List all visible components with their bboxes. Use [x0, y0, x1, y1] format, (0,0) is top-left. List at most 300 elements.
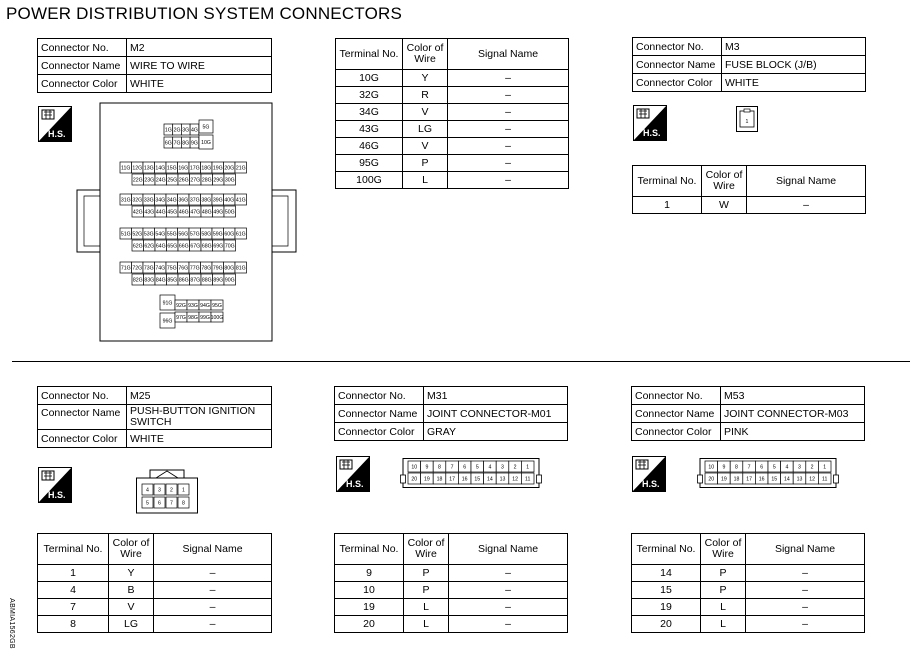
connector-pin [201, 228, 213, 239]
connector-pin [178, 497, 189, 508]
connector-m3-diagram [736, 106, 758, 132]
connector-pin [212, 194, 224, 205]
connector-pin [166, 162, 178, 173]
connector-pin [144, 274, 156, 285]
connector-info-m3 [632, 37, 866, 92]
pin-label: 62G [144, 243, 155, 250]
pin-label: 23G [144, 177, 155, 184]
connector-pin [178, 194, 190, 205]
connector-pin [167, 240, 179, 251]
terminal-table-m25 [37, 533, 272, 633]
wire-color-cell: P [701, 582, 746, 599]
connector-pin [212, 162, 224, 173]
connector-pin [201, 194, 213, 205]
pin-label: 18 [733, 476, 740, 483]
pin-label: 9 [425, 464, 429, 471]
connector-color: GRAY [424, 423, 568, 441]
pin-label: 10 [411, 464, 418, 471]
connector-pin [496, 461, 509, 472]
pin-label: 29G [213, 177, 224, 184]
pin-label: 42G [132, 209, 143, 216]
connector-pin [224, 194, 236, 205]
col-signal-name: Signal Name [154, 534, 272, 565]
pin-label: 32G [132, 197, 143, 204]
pin-label: 13 [796, 476, 803, 483]
terminal-no-cell: 10 [335, 582, 404, 599]
pin-label: 17G [189, 165, 200, 172]
pin-label: 84G [155, 277, 166, 284]
pin-label: 47G [190, 209, 201, 216]
pin-label: 33G [143, 197, 154, 204]
pin-label: 7 [450, 464, 454, 471]
terminal-no-cell: 10G [336, 70, 403, 87]
pin-label: 6 [158, 500, 161, 507]
signal-name-cell: – [154, 599, 272, 616]
pin-label: 17 [746, 476, 752, 483]
connector-pin [213, 274, 225, 285]
connector-pin [167, 274, 179, 285]
pin-label: 10G [201, 140, 211, 146]
pin-label: 37G [189, 197, 200, 204]
connector-pin [120, 162, 132, 173]
table-row [335, 599, 568, 616]
pin-label: 2 [513, 464, 517, 471]
wire-color-cell: R [403, 87, 448, 104]
pin-label: 13G [143, 165, 154, 172]
terminal-no-cell: 1 [38, 565, 109, 582]
connector-name: WIRE TO WIRE [127, 57, 272, 75]
label: Connector Name [38, 405, 127, 430]
col-terminal-no: Terminal No. [632, 534, 701, 565]
pin-label: 58G [201, 231, 212, 238]
hs-label: H.S. [48, 129, 66, 139]
pin-label: 91G [162, 300, 173, 307]
pin-label: 80G [224, 265, 235, 272]
col-wire-color: Color of Wire [701, 534, 746, 565]
connector-pin [166, 484, 177, 495]
terminal-no-cell: 19 [335, 599, 404, 616]
terminal-no-cell: 4 [38, 582, 109, 599]
pin-label: 12 [809, 476, 815, 483]
pin-label: 95G [212, 303, 222, 309]
connector-pin [199, 120, 213, 133]
connector-pin [175, 300, 187, 310]
hs-icon [38, 106, 72, 142]
connector-pin [446, 461, 459, 472]
table-row [632, 565, 865, 582]
pin-label: 93G [188, 303, 198, 309]
pin-label: 14 [784, 476, 790, 483]
connector-pin [730, 461, 743, 472]
pin-label: 6G [164, 140, 172, 147]
pin-label: 15 [474, 476, 481, 483]
terminal-no-cell: 1 [633, 197, 702, 214]
terminal-no-cell: 95G [336, 155, 403, 172]
connector-pin [178, 240, 190, 251]
pin-label: 7G [173, 140, 181, 147]
pin-label: 60G [224, 231, 235, 238]
pin-label: 4 [785, 464, 789, 471]
pin-label: 72G [132, 265, 143, 272]
connector-pin [155, 174, 167, 185]
pin-label: 8 [182, 500, 185, 507]
connector-color: PINK [721, 423, 865, 441]
connector-pin [705, 461, 718, 472]
wire-color-cell: P [701, 565, 746, 582]
pin-label: 59G [212, 231, 223, 238]
signal-name-cell: – [449, 599, 568, 616]
table-row [38, 565, 272, 582]
pin-label: 3 [501, 464, 504, 471]
connector-pin [743, 461, 756, 472]
pin-label: 98G [188, 315, 198, 321]
pin-label: 13 [499, 476, 506, 483]
connector-pin [160, 295, 175, 310]
connector-pin [144, 240, 156, 251]
connector-pin [224, 174, 236, 185]
pin-label: 62G [132, 243, 143, 250]
connector-pin [175, 312, 187, 322]
table-row [633, 197, 866, 214]
connector-info-m53 [631, 386, 865, 441]
col-signal-name: Signal Name [449, 534, 568, 565]
connector-pin [190, 137, 199, 148]
col-signal-name: Signal Name [746, 534, 865, 565]
pin-label: 96G [162, 318, 173, 325]
pin-label: 1G [164, 127, 172, 134]
connector-pin [213, 240, 225, 251]
pin-label: 76G [178, 265, 189, 272]
table-row [335, 616, 568, 633]
wire-color-cell: V [109, 599, 154, 616]
pin-label: 1 [182, 487, 185, 494]
connector-pin [211, 312, 224, 322]
table-row [38, 582, 272, 599]
connector-name: JOINT CONNECTOR-M01 [424, 405, 568, 423]
signal-name-cell: – [746, 582, 865, 599]
wire-color-cell: L [404, 616, 449, 633]
connector-m25-diagram [136, 466, 198, 514]
connector-color: WHITE [722, 74, 866, 92]
pin-label: 21G [235, 165, 246, 172]
label: Connector Color [632, 423, 721, 441]
table-row [336, 155, 569, 172]
pin-label: 18G [201, 165, 212, 172]
pin-label: 74G [155, 265, 166, 272]
pin-label: 17 [449, 476, 455, 483]
wire-color-cell: Y [403, 70, 448, 87]
connector-pin [768, 461, 781, 472]
connector-pin [166, 194, 178, 205]
hs-icon [632, 456, 666, 492]
terminal-no-cell: 19 [632, 599, 701, 616]
signal-name-cell: – [448, 70, 569, 87]
table-row [336, 70, 569, 87]
wire-color-cell: P [404, 565, 449, 582]
signal-name-cell: – [747, 197, 866, 214]
connector-pin [167, 174, 179, 185]
pin-label: 88G [201, 277, 212, 284]
col-wire-color: Color of Wire [702, 166, 747, 197]
connector-pin [187, 312, 199, 322]
connector-info-m25 [37, 386, 272, 448]
pin-label: 26G [178, 177, 189, 184]
pin-label: 38G [201, 197, 212, 204]
pin-label: 4 [488, 464, 492, 471]
table-row [38, 616, 272, 633]
pin-label: 34G [155, 197, 166, 204]
pin-label: 36G [178, 197, 189, 204]
wire-color-cell: L [701, 616, 746, 633]
pin-label: 7 [747, 464, 751, 471]
connector-pin [213, 206, 225, 217]
pin-label: 70G [224, 243, 235, 250]
connector-pin [173, 124, 182, 135]
connector-pin [155, 274, 167, 285]
connector-pin [178, 262, 190, 273]
pin-label: 12G [132, 165, 143, 172]
connector-color: WHITE [127, 430, 272, 448]
connector-pin [189, 162, 201, 173]
pin-label: 77G [189, 265, 200, 272]
connector-pin [178, 162, 190, 173]
wire-color-cell: W [702, 197, 747, 214]
pin-label: 97G [176, 315, 186, 321]
connector-m2-diagram [72, 102, 300, 342]
pin-label: 81G [235, 265, 246, 272]
signal-name-cell: – [449, 582, 568, 599]
pin-label: 9 [722, 464, 726, 471]
connector-pin [132, 162, 144, 173]
col-signal-name: Signal Name [448, 39, 569, 70]
table-row [336, 138, 569, 155]
connector-pin [509, 473, 522, 484]
connector-name: PUSH-BUTTON IGNITION SWITCH [127, 405, 272, 430]
col-terminal-no: Terminal No. [335, 534, 404, 565]
connector-pin [120, 262, 132, 273]
pin-label: 31G [120, 197, 131, 204]
connector-pin [743, 473, 756, 484]
pin-label: 14G [155, 165, 166, 172]
pin-label: 100G [210, 315, 224, 321]
connector-pin [509, 461, 522, 472]
connector-pin [793, 461, 806, 472]
connector-no: M53 [721, 387, 865, 405]
pin-label: 64G [155, 243, 166, 250]
pin-label: 85G [167, 277, 178, 284]
connector-pin [190, 124, 199, 135]
pin-label: 65G [167, 243, 178, 250]
pin-label: 19 [721, 476, 727, 483]
connector-pin [718, 461, 731, 472]
connector-pin [235, 262, 247, 273]
col-terminal-no: Terminal No. [336, 39, 403, 70]
wire-color-cell: L [403, 172, 448, 189]
pin-label: 7 [170, 500, 173, 507]
connector-m53-diagram [697, 458, 839, 488]
connector-pin [143, 228, 155, 239]
connector-pin [781, 461, 794, 472]
pin-label: 4 [146, 487, 149, 494]
signal-name-cell: – [449, 616, 568, 633]
connector-pin [201, 262, 213, 273]
pin-label: 78G [201, 265, 212, 272]
signal-name-cell: – [154, 616, 272, 633]
pin-label: 5 [146, 500, 149, 507]
connector-pin [818, 461, 831, 472]
terminal-no-cell: 46G [336, 138, 403, 155]
pin-label: 8 [438, 464, 441, 471]
col-terminal-no: Terminal No. [633, 166, 702, 197]
connector-name: JOINT CONNECTOR-M03 [721, 405, 865, 423]
terminal-no-cell: 100G [336, 172, 403, 189]
signal-name-cell: – [154, 565, 272, 582]
wire-color-cell: P [404, 582, 449, 599]
pin-label: 87G [190, 277, 201, 284]
terminal-no-cell: 15 [632, 582, 701, 599]
connector-pin [781, 473, 794, 484]
label: Connector Name [335, 405, 424, 423]
connector-pin [190, 240, 202, 251]
connector-color: WHITE [127, 75, 272, 93]
pin-label: 5G [202, 124, 210, 131]
pin-label: 18 [436, 476, 443, 483]
connector-pin [178, 274, 190, 285]
table-row [632, 599, 865, 616]
signal-name-cell: – [154, 582, 272, 599]
pin-label: 61G [235, 231, 246, 238]
pin-label: 16 [461, 476, 468, 483]
connector-no: M2 [127, 39, 272, 57]
connector-pin [806, 473, 819, 484]
pin-label: 73G [143, 265, 154, 272]
label: Connector Color [38, 75, 127, 93]
label: Connector Color [335, 423, 424, 441]
pin-label: 6 [463, 464, 467, 471]
connector-pin [167, 206, 179, 217]
pin-label: 6 [760, 464, 764, 471]
pin-label: 25G [167, 177, 178, 184]
connector-pin [132, 174, 144, 185]
table-row [336, 87, 569, 104]
pin-label: 54G [155, 231, 166, 238]
terminal-table-m3 [632, 165, 866, 214]
connector-pin [446, 473, 459, 484]
pin-label: 24G [155, 177, 166, 184]
pin-label: 14 [487, 476, 493, 483]
connector-pin [755, 473, 768, 484]
hs-label: H.S. [48, 490, 66, 500]
signal-name-cell: – [448, 121, 569, 138]
pin-label: 55G [166, 231, 177, 238]
pin-label: 43G [144, 209, 155, 216]
pin-label: 3 [158, 487, 161, 494]
connector-pin [224, 162, 236, 173]
pin-label: 51G [120, 231, 131, 238]
wire-color-cell: V [403, 138, 448, 155]
connector-pin [190, 274, 202, 285]
section-divider [12, 361, 910, 362]
connector-pin [224, 228, 236, 239]
terminal-table-m53 [631, 533, 865, 633]
connector-pin [132, 228, 144, 239]
connector-pin [155, 194, 167, 205]
connector-pin [818, 473, 831, 484]
connector-pin [189, 262, 201, 273]
signal-name-cell: – [448, 138, 569, 155]
pin-label: 20 [411, 476, 418, 483]
col-wire-color: Color of Wire [403, 39, 448, 70]
pin-label: 57G [189, 231, 200, 238]
pin-label: 12 [512, 476, 518, 483]
signal-name-cell: – [449, 565, 568, 582]
pin-label: 75G [166, 265, 177, 272]
table-row [335, 582, 568, 599]
hs-icon [633, 105, 667, 141]
pin-label: 5 [475, 464, 479, 471]
connector-pin [120, 194, 132, 205]
pin-label: 1 [526, 464, 530, 471]
col-signal-name: Signal Name [747, 166, 866, 197]
pin-label: 83G [144, 277, 155, 284]
pin-label: 28G [201, 177, 212, 184]
connector-pin [155, 228, 167, 239]
pin-label: 99G [200, 315, 210, 321]
pin-label: 67G [190, 243, 201, 250]
connector-pin [143, 162, 155, 173]
pin-label: 11G [121, 165, 131, 172]
table-row [38, 599, 272, 616]
pin-label: 79G [212, 265, 223, 272]
connector-pin [178, 206, 190, 217]
connector-pin [201, 206, 213, 217]
wire-color-cell: LG [109, 616, 154, 633]
connector-pin [155, 262, 167, 273]
label: Connector No. [335, 387, 424, 405]
connector-pin [211, 300, 223, 310]
table-row [336, 172, 569, 189]
connector-pin [201, 240, 213, 251]
pin-label: 44G [155, 209, 166, 216]
hs-icon [38, 467, 72, 503]
terminal-no-cell: 9 [335, 565, 404, 582]
pin-label: 56G [178, 231, 189, 238]
terminal-no-cell: 7 [38, 599, 109, 616]
connector-info-m2 [37, 38, 272, 93]
pin-label: 69G [213, 243, 224, 250]
connector-pin [224, 240, 236, 251]
table-row [632, 616, 865, 633]
pin-label: 16G [178, 165, 189, 172]
pin-label: 92G [176, 303, 186, 309]
pin-label: 50G [224, 209, 235, 216]
label: Connector Color [633, 74, 722, 92]
label: Connector No. [38, 387, 127, 405]
connector-pin [730, 473, 743, 484]
pin-label: 20 [708, 476, 715, 483]
connector-pin [521, 473, 534, 484]
connector-pin [235, 162, 247, 173]
connector-pin [132, 240, 144, 251]
connector-pin [471, 461, 484, 472]
terminal-no-cell: 14 [632, 565, 701, 582]
label: Connector Name [632, 405, 721, 423]
connector-pin [166, 228, 178, 239]
connector-pin [190, 206, 202, 217]
connector-pin [178, 174, 190, 185]
hs-icon [336, 456, 370, 492]
wire-color-cell: P [403, 155, 448, 172]
